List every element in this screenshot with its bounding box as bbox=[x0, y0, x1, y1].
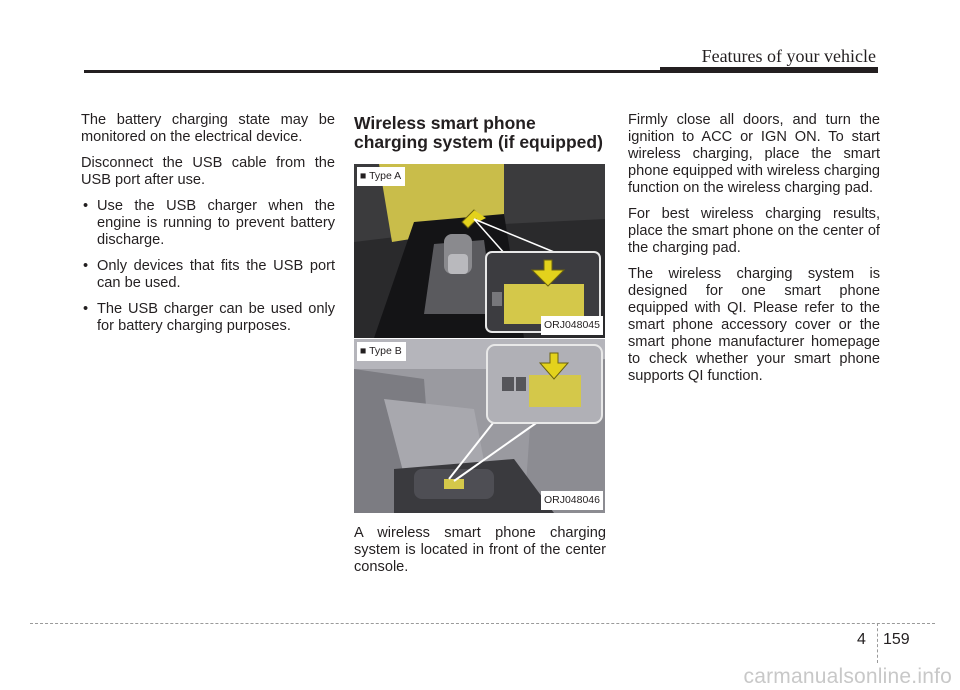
figure-code: ORJ048046 bbox=[541, 491, 603, 510]
figure-label: ■ Type A bbox=[357, 167, 405, 186]
column-3 bbox=[628, 112, 880, 394]
footer-rule bbox=[30, 623, 935, 624]
bullet-item: • Use the USB charger when the engine is running to prevent battery discharge. bbox=[81, 198, 335, 249]
paragraph-battery-monitor: The battery charging state may be monitored on the electrical device. bbox=[81, 112, 335, 145]
figure-code: ORJ048045 bbox=[541, 316, 603, 335]
bullet-item: • Only devices that fits the USB port can be used. bbox=[81, 258, 335, 292]
figure-label: ■ Type B bbox=[357, 342, 406, 361]
figure-type-a bbox=[354, 164, 605, 338]
paragraph-start-charging: Firmly close all doors, and turn the ignition to ACC or IGN ON. To start wireless charging, place the smart phone equipped with wireless charging function on the wireless charging pad. bbox=[628, 112, 880, 196]
running-header: Features of your vehicle bbox=[701, 46, 876, 66]
paragraph-disconnect-usb: Disconnect the USB cable from the USB port after use. bbox=[81, 155, 335, 188]
paragraph-qi-support: The wireless charging system is designed for one smart phone equipped with QI. Please refer to the smart phone accessory cover or the smart phone manufacturer homepage to check whether your smart phone supports QI function. bbox=[628, 266, 880, 384]
column-1 bbox=[81, 112, 335, 344]
footer-divider bbox=[877, 623, 878, 663]
chapter-number: 4 bbox=[857, 631, 866, 648]
usb-bullet-list bbox=[81, 198, 335, 335]
section-heading: Wireless smart phone charging system (if equipped) bbox=[354, 113, 603, 152]
column-2 bbox=[354, 112, 606, 585]
paragraph-best-results: For best wireless charging results, place the smart phone on the center of the charging pad. bbox=[628, 206, 880, 256]
bullet-item: • The USB charger can be used only for battery charging purposes. bbox=[81, 301, 335, 335]
watermark: carmanualsonline.info bbox=[743, 665, 952, 688]
page-number: 159 bbox=[883, 631, 910, 648]
figure-type-b bbox=[354, 339, 605, 513]
console-photo-type-b bbox=[354, 339, 605, 513]
header-rule-accent bbox=[660, 67, 878, 72]
paragraph-location: A wireless smart phone charging system is located in front of the center console. bbox=[354, 525, 606, 575]
console-photo-type-a bbox=[354, 164, 605, 338]
